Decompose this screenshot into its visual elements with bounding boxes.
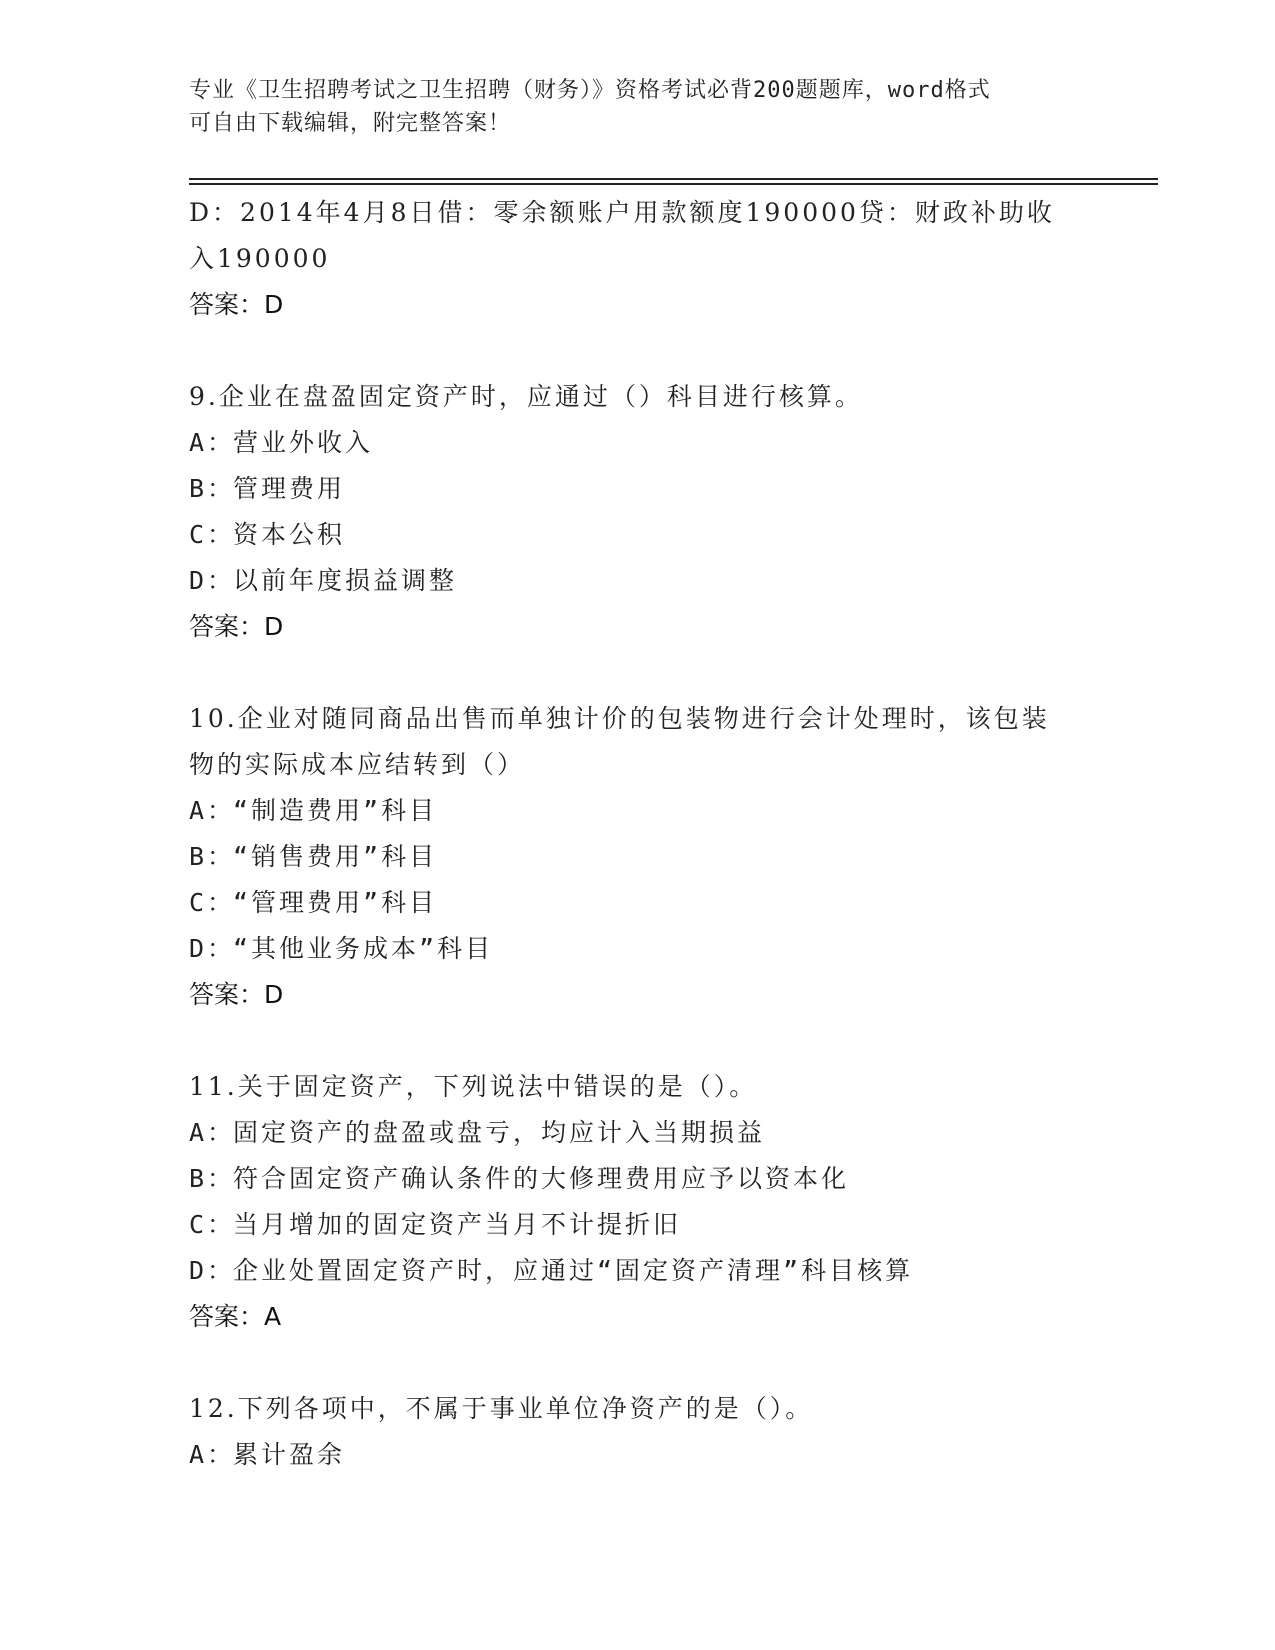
header-title-line-1: 专业《卫生招聘考试之卫生招聘（财务）》资格考试必背200题题库，word格式 — [189, 78, 991, 103]
question-9-option-a: A：营业外收入 — [189, 428, 374, 457]
question-11-option-a: A：固定资产的盘盈或盘亏，均应计入当期损益 — [189, 1118, 766, 1147]
spacer — [189, 1018, 1089, 1064]
question-10-option-b: B：“销售费用”科目 — [189, 842, 438, 871]
header-title-line-2: 可自由下载编辑，附完整答案！ — [189, 111, 512, 136]
spacer — [189, 1340, 1089, 1386]
answer-q8: 答案：D — [189, 290, 284, 319]
question-9-stem: 9.企业在盘盈固定资产时，应通过（）科目进行核算。 — [189, 382, 863, 411]
document-header — [189, 74, 1089, 140]
question-10-option-d: D：“其他业务成本”科目 — [189, 934, 494, 963]
option-d-continued-line-2: 入190000 — [189, 244, 331, 273]
spacer — [189, 650, 1089, 696]
answer-q11: 答案：A — [189, 1302, 282, 1331]
question-10-stem-line-1: 10.企业对随同商品出售而单独计价的包装物进行会计处理时，该包装 — [189, 704, 1050, 733]
question-10-stem-line-2: 物的实际成本应结转到（） — [189, 750, 526, 779]
question-list — [189, 190, 1089, 1478]
header-divider-top — [189, 178, 1158, 180]
answer-q10: 答案：D — [189, 980, 284, 1009]
question-11-option-d: D：企业处置固定资产时，应通过“固定资产清理”科目核算 — [189, 1256, 914, 1285]
answer-q9: 答案：D — [189, 612, 284, 641]
spacer — [189, 328, 1089, 374]
question-9-option-b: B：管理费用 — [189, 474, 346, 503]
question-11-option-b: B：符合固定资产确认条件的大修理费用应予以资本化 — [189, 1164, 850, 1193]
option-d-continued-line-1: D：2014年4月8日借：零余额账户用款额度190000贷：财政补助收 — [189, 198, 1055, 227]
question-12-stem: 12.下列各项中，不属于事业单位净资产的是（）。 — [189, 1394, 814, 1423]
question-12-option-a: A：累计盈余 — [189, 1440, 346, 1469]
question-11-option-c: C：当月增加的固定资产当月不计提折旧 — [189, 1210, 682, 1239]
header-divider-bottom — [189, 183, 1158, 185]
question-10-option-c: C：“管理费用”科目 — [189, 888, 438, 917]
question-9-option-c: C：资本公积 — [189, 520, 346, 549]
question-9-option-d: D：以前年度损益调整 — [189, 566, 458, 595]
question-10-option-a: A：“制造费用”科目 — [189, 796, 438, 825]
question-11-stem: 11.关于固定资产，下列说法中错误的是（）。 — [189, 1072, 758, 1101]
